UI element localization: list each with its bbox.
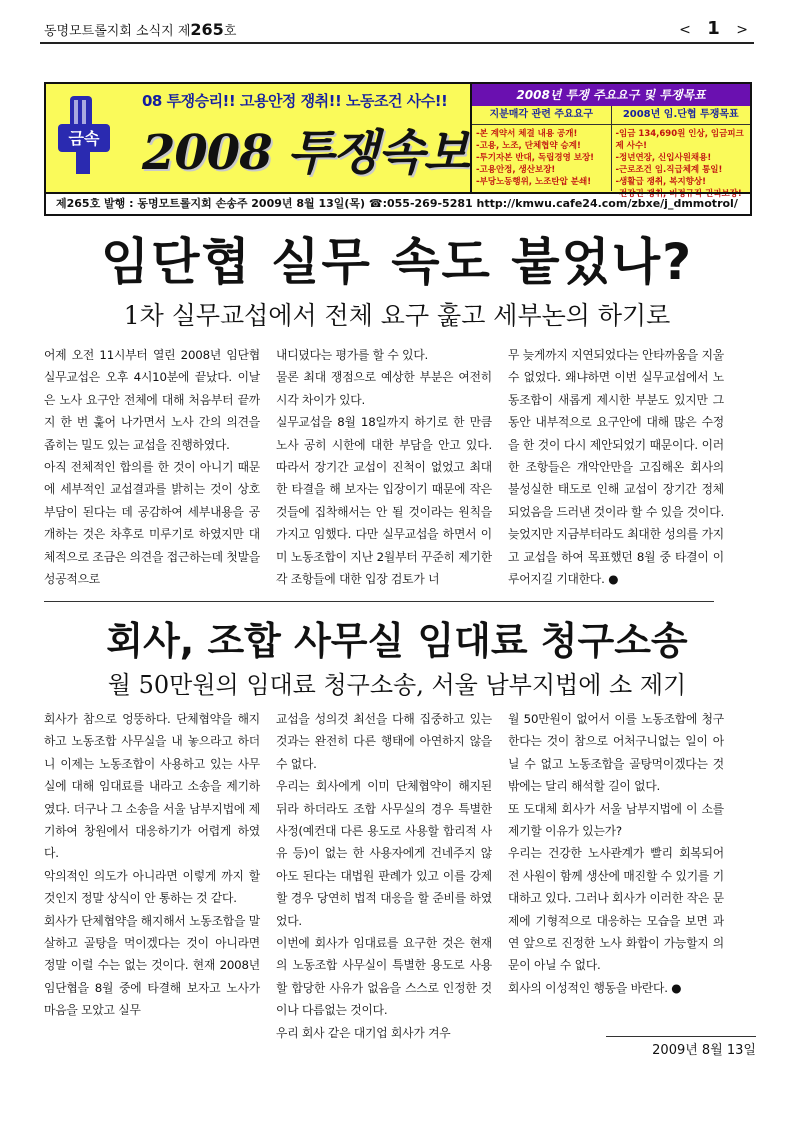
issue-number: 265 [190,20,224,39]
article1-headline: 임단협 실무 속도 붙었나? [100,233,694,291]
paragraph: 실무교섭을 8월 18일까지 하기로 한 만큼 노사 공히 시한에 대한 부담을 안고 있다. 따라서 장기간 교섭이 진척이 없었고 최대한 타결을 해 보자는 입장이기 때문에 작은 것들에 집착해서는 안 될 것이라는 원칙을 가지고 임했다. 다만 실무교섭을 하면서 이미 노동조합이 지난 2월부터 꾸준히 제기한 각 조항들에 대한 입장 검토가 너 [276,415,492,587]
article-separator [44,601,714,602]
paragraph: 월 50만원이 없어서 이를 노동조합에 청구한다는 것이 참으로 어처구니없는 일이 아닐 수 없고 노동조합을 골탕먹이겠다는 것밖에는 달리 해석할 길이 없다. [508,712,724,794]
logo-text: 금속 [68,129,100,148]
paragraph: 악의적인 의도가 아니라면 이렇게 까지 할 것인지 정말 상식이 안 통하는 것 같다. [44,868,260,906]
goals-item: -생활급 쟁취, 복지향상! [615,177,706,187]
article2-column-3 [508,708,724,999]
paragraph: 회사의 이성적인 행동을 바란다. ● [508,980,682,995]
paragraph: 아직 전체적인 합의를 한 것이 아니기 때문에 세부적인 교섭결과를 밝히는 것이 상호 부담이 된다는 데 공감하여 세부내용을 공개하는 것은 차후로 미루기로 하였지만 대체적으로 조금은 의견을 접근하는데 첫발을 성공적으로 [44,460,260,587]
goals-item: -근로조건 임.직급체계 통일! [615,165,723,175]
publication-date: 2009년 8월 13일 [606,1036,756,1058]
paragraph: 우리는 건강한 노사관계가 빨리 회복되어 전 사원이 함께 생산에 매진할 수 있기를 기대하고 있다. 그러나 회사가 이러한 작은 문제에 기형적으로 대응하는 모습을 보면 과연 앞으로 진정한 노사 화합이 가능할지 의문이 아닐 수 없다. [508,846,724,973]
paragraph: 물론 최대 쟁점으로 예상한 부분은 여전히 시각 차이가 있다. [276,370,492,407]
paragraph: 교섭을 성의것 최선을 다해 집중하고 있는 것과는 완전히 다른 행태에 아연하지 않을 수 없다. [276,712,492,771]
goals-box [470,84,750,199]
header-rule [40,42,754,44]
article2-subheadline: 월 50만원의 임대료 청구소송, 서울 남부지법에 소 제기 [107,671,687,699]
article2-headline: 회사, 조합 사무실 임대료 청구소송 [106,619,688,663]
paragraph: 무 늦게까지 지연되었다는 안타까움을 지울 수 없었다. 왜냐하면 이번 실무교섭에서 노동조합이 새롭게 제시한 부분도 있지만 그 동안 내부적으로 요구안에 대해 많은 수정을 한 것이 다시 제안되었기 때문이다. 이러한 조항들은 개악안만을 고집해온 회사의 불성실한 태도로 인해 교섭이 장기간 정체되었음을 드러낸 것이라 할 수 있을 것이다. 늦었지만 지금부터라도 최대한 성의를 가지고 교섭을 하여 목표했던 8월 중 타결이 이루어지길 기대한다. ● [508,348,724,587]
paragraph: 우리 회사 같은 대기업 회사가 겨우 [276,1025,451,1040]
union-logo-icon [56,94,114,176]
goals-list-right [612,125,751,199]
page-number: 1 [707,18,726,39]
goals-item: -임금 134,690원 인상, 임금피크제 사수! [615,129,744,151]
goals-head-left: 지분매각 관련 주요요구 [472,106,612,124]
slogan: 08 투쟁승리!! 고용안정 쟁취!! 노동조건 사수!! [142,92,448,110]
paragraph: 이번에 회사가 임대료를 요구한 것은 현재의 노동조합 사무실이 특별한 용도로 사용할 합당한 사유가 없음을 스스로 인정한 것이나 다름없는 것이다. [276,936,492,1018]
publication-info: 제265호 발행 : 동명모트롤지회 손송주 2009년 8월 13일(목) ☎:055-269-5281 http://kmwu.cafe24.com/zbxe/j_dmmotrol/ [46,192,750,214]
goals-item: -고용, 노조, 단체협약 승계! [476,141,581,151]
goals-title: 2008년 투쟁 주요요구 및 투쟁목표 [472,84,750,106]
paragraph: 어제 오전 11시부터 열린 2008년 임단협 실무교섭은 오후 4시10분에 끝났다. 이날은 노사 요구안 전체에 대해 처음부터 끝까지 한 번 훑어 나가면서 노사 간의 의견을 좁히는 밀도 있는 교섭을 진행하였다. [44,348,260,452]
paragraph: 회사가 단체협약을 해지해서 노동조합을 말살하고 골탕을 먹이겠다는 것이 아니라면 정말 이럴 수는 없는 것이다. 현재 2008년 임단협을 8월 중에 타결해 보자고 노사가 마음을 모았고 실무 [44,913,260,1018]
goals-item: -본 계약서 체결 내용 공개! [476,129,578,139]
newsletter-issue [44,20,236,39]
goals-columns [472,125,750,199]
goals-head-right: 2008년 임.단협 투쟁목표 [622,109,739,120]
article1-column-2 [276,344,492,590]
goals-list-left [472,125,612,191]
masthead-banner [44,82,752,216]
masthead-left [46,84,470,192]
goals-headers [472,106,750,125]
article2-column-1 [44,708,260,1022]
article1-subheadline: 1차 실무교섭에서 전체 요구 훑고 세부논의 하기로 [123,301,671,330]
paragraph: 또 도대체 회사가 서울 남부지법에 이 소를 제기할 이유가 있는가? [508,801,724,839]
paragraph: 내디뎠다는 평가를 할 수 있다. [276,348,429,362]
page-indicator [679,18,754,39]
paragraph: 우리는 회사에게 이미 단체협약이 해지된 뒤라 하더라도 조합 사무실의 경우 특별한 사정(예컨대 다른 용도로 사용할 합리적 사유 등)이 없는 한 사용자에게 건네주지 않아도 된다는 대법원 판례가 있고 이를 강제할 경우 당연히 법적 대응을 할 준비를 하였었다. [276,779,492,928]
running-header [40,14,754,42]
page-suffix: > [725,22,754,38]
paragraph: 회사가 참으로 엉뚱하다. 단체협약을 해지하고 노동조합 사무실을 내 놓으라고 하더니 이제는 노동조합이 사용하고 있는 사무실에 대해 임대료를 내라고 소송을 제기하였다. 더구나 그 소송을 서울 남부지법에 제기하여 창원에서 대응하기가 어렵게 하였다. [44,712,260,861]
goals-item: -고용안정, 생산보장! [476,165,556,175]
goals-item: -정년연장, 신입사원채용! [615,153,712,163]
masthead-title: 2008 투쟁속보 [142,125,469,181]
goals-item: -투기자본 반대, 독립경영 보장! [476,153,595,163]
issue-suffix: 호 [223,24,237,39]
article1-column-3 [508,344,724,590]
page-prefix: < [679,22,708,38]
article1-column-1 [44,344,260,590]
newsletter-name: 동명모트롤지회 소식지 제 [44,24,191,39]
article2-column-2 [276,708,492,1044]
goals-item: -건강권 쟁취, 비정규직 권리보장! [615,189,742,199]
goals-item: -부당노동행위, 노조탄압 분쇄! [476,177,592,187]
